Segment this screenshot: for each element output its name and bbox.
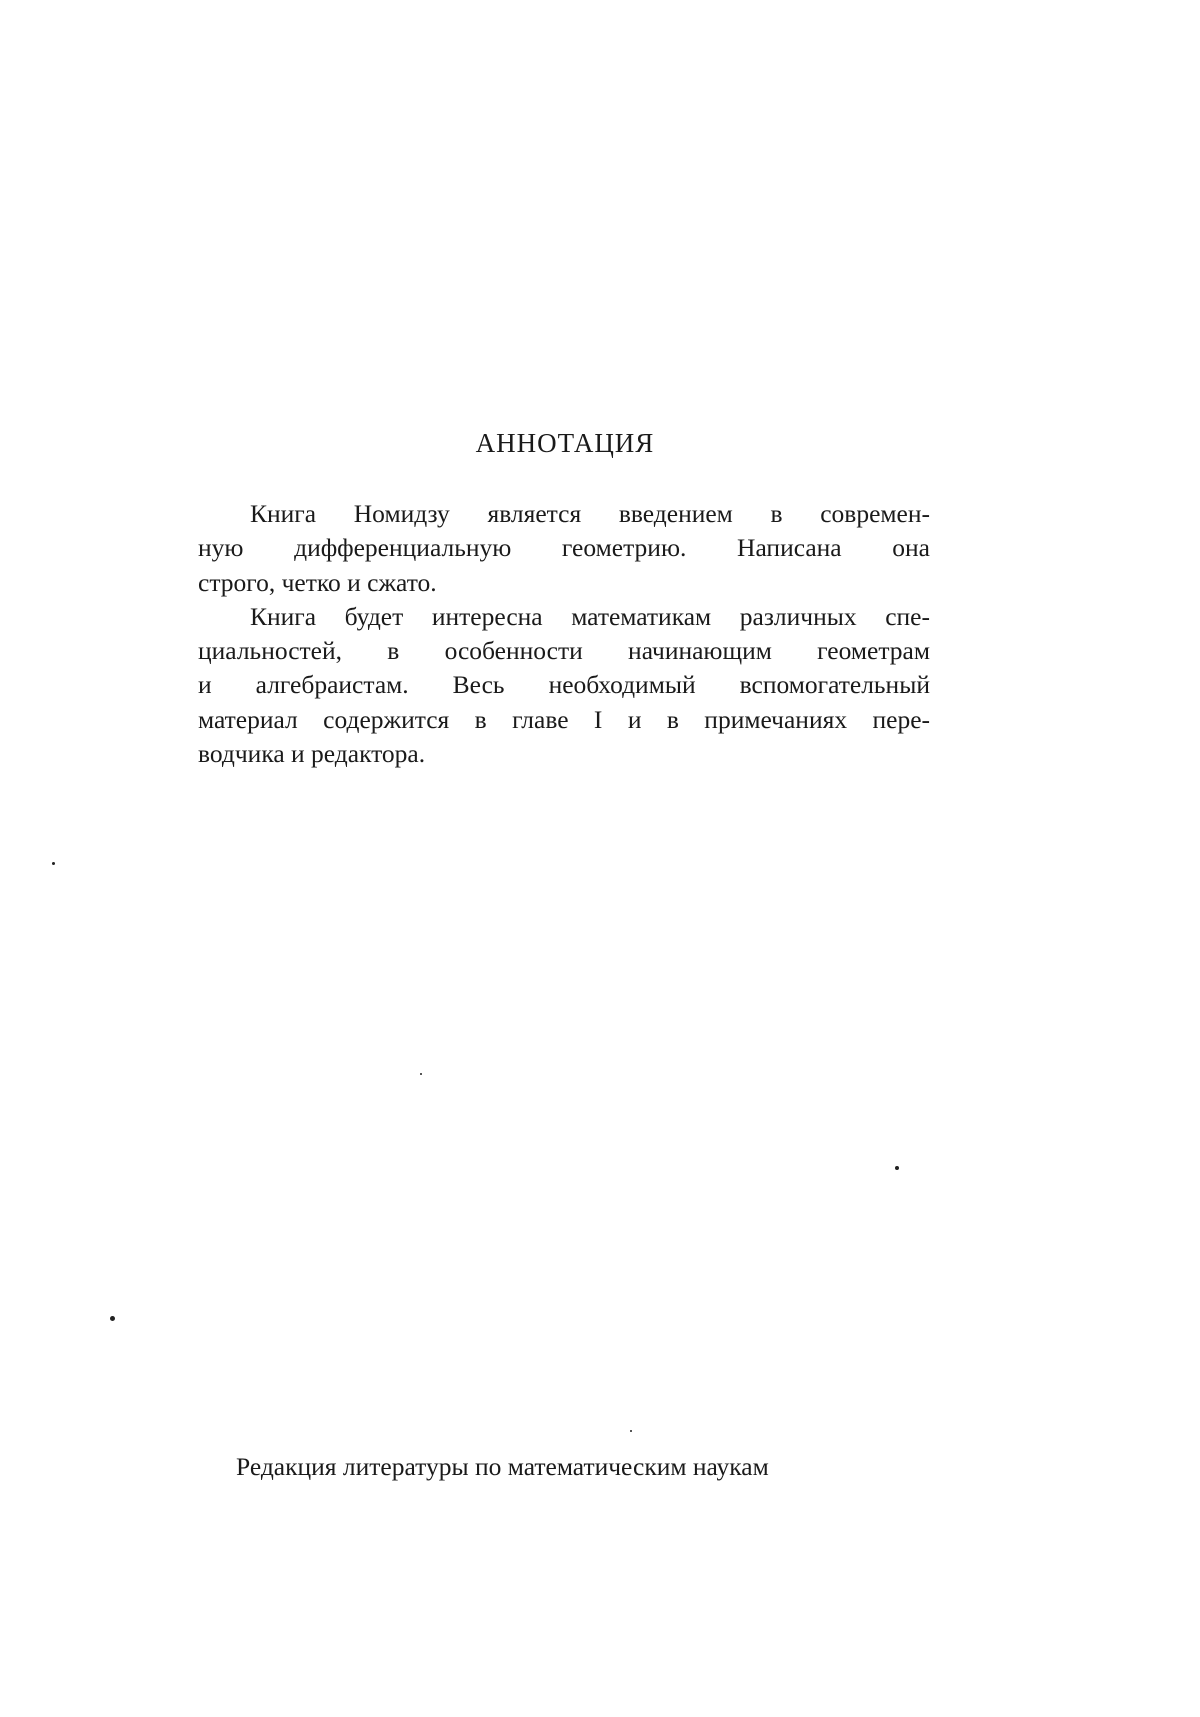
- paragraph-line: ную дифференциальную геометрию. Написана она: [198, 533, 930, 563]
- paragraph-line: строго, четко и сжато.: [198, 567, 437, 597]
- scan-speck: [630, 1430, 632, 1432]
- scan-speck: [420, 1073, 422, 1075]
- paragraph-1: [198, 497, 930, 600]
- annotation-heading: АННОТАЦИЯ: [475, 428, 655, 458]
- scan-speck: [110, 1316, 115, 1321]
- paragraph-line: материал содержится в главе I и в примечаниях пере-: [198, 704, 930, 734]
- paragraph-line: Книга Номидзу является введением в современ-: [250, 499, 930, 528]
- annotation-body: [198, 497, 930, 771]
- paragraph-line: водчика и редактора.: [198, 739, 426, 769]
- scan-speck: [895, 1166, 899, 1170]
- paragraph-line: и алгебраистам. Весь необходимый вспомогательный: [198, 670, 930, 700]
- paragraph-line: циальностей, в особенности начинающим геометрам: [198, 636, 930, 666]
- scan-speck: [52, 862, 55, 865]
- paragraph-line: Книга будет интересна математикам различных спе-: [250, 601, 930, 631]
- publisher-imprint: Редакция литературы по математическим наукам: [236, 1452, 769, 1481]
- paragraph-2: [198, 600, 930, 771]
